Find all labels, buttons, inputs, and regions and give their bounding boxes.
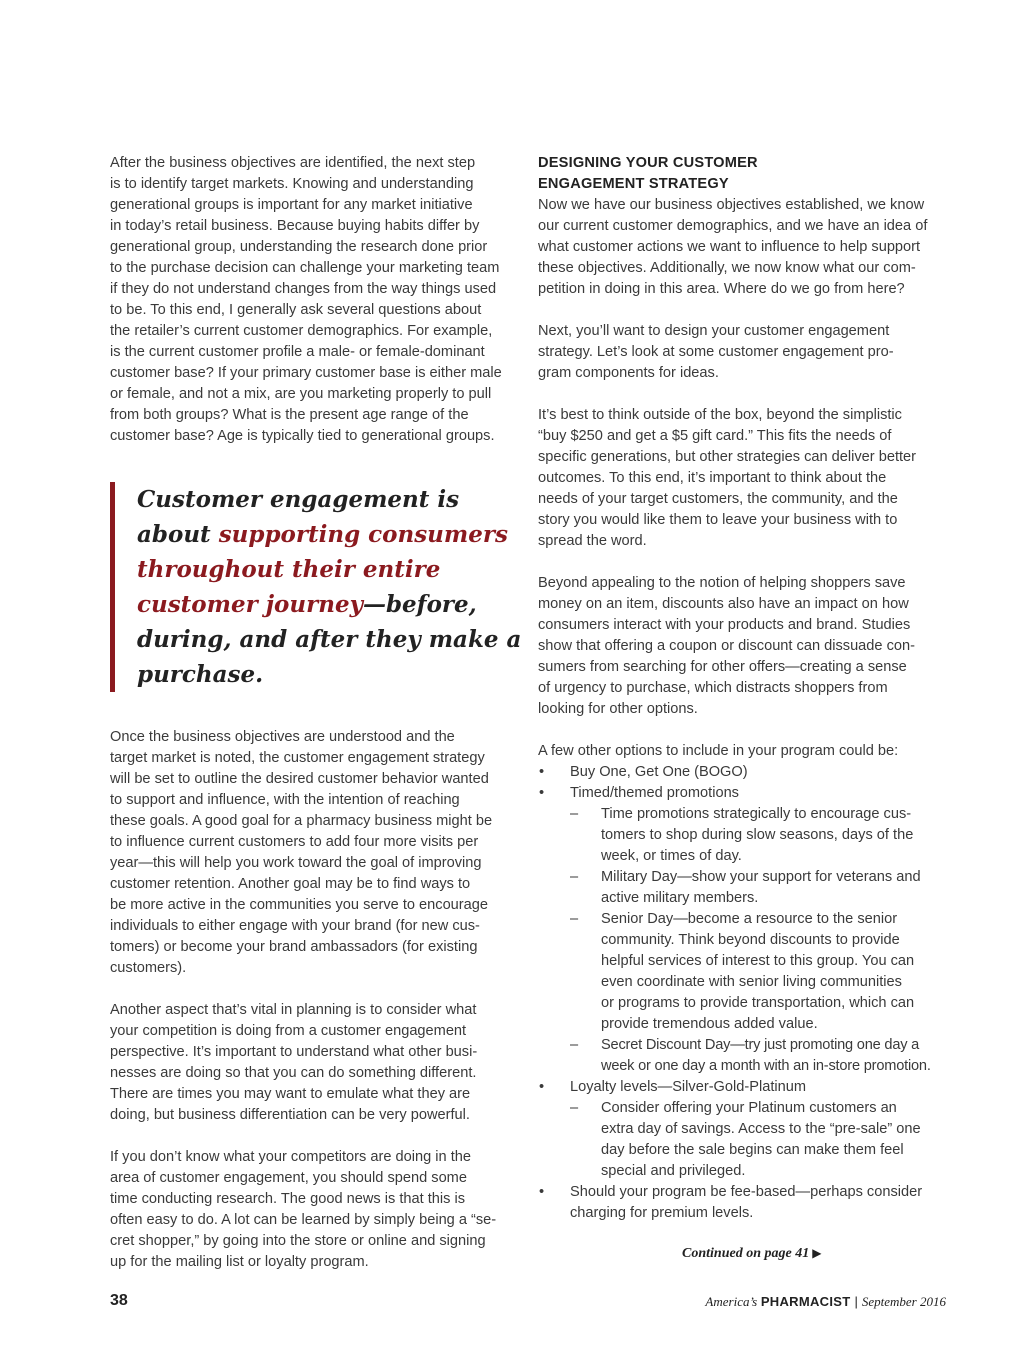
footer-masthead <box>705 1294 946 1310</box>
right-paragraph-4: Beyond appealing to the notion of helping shoppers save money on an item, discounts also have an impact on how consumers interact with your products and brand. Studies show that offering a coupon or discount can dissuade con- sumers from searching for other offers—creating a sense of urgency to purchase, which distracts shoppers from looking for other options. <box>538 575 915 717</box>
sub-list-item: – Time promotions strategically to encourage cus- tomers to shop during slow seasons, days of the week, or times of day. <box>570 804 950 867</box>
list-item <box>538 783 950 1077</box>
left-paragraph-3: Another aspect that’s vital in planning is to consider what your competition is doing from a customer engagement perspective. It’s important to understand what other busi- nesses are doing so that you can do something different. There are times you may want to emulate what they are doing, but business differentiation can be very powerful. <box>110 1002 478 1123</box>
magazine-name-italic: America’s <box>705 1294 758 1309</box>
list-item-label: Loyalty levels—Silver-Gold-Platinum <box>570 1079 807 1095</box>
pull-quote-part-1: Customer engagement is about <box>137 486 460 548</box>
right-paragraph-3: It’s best to think outside of the box, beyond the simplistic “buy $250 and get a $5 gift card.” This fits the needs of specific generations, but other strategies can deliver better outcomes. To this end, it’s important to think about the needs of your target customers, the community, and the story you would like them to leave your business with to spread the word. <box>538 407 917 549</box>
left-paragraph-2: Once the business objectives are understood and the target market is noted, the customer engagement strategy will be set to outline the desired customer behavior wanted to support and influence, with the intention of reaching these goals. A good goal for a pharmacy business might be to influence current customers to add four more visits per year—this will help you work toward the goal of improving customer retention. Another goal may be to find ways to be more active in the communities you serve to encourage individuals to either engage with your brand (for new cus- tomers) or become your brand ambassadors (for existing customers). <box>110 729 493 976</box>
pull-quote-bar <box>110 482 115 692</box>
magazine-name-bold: PHARMACIST <box>760 1294 851 1309</box>
pull-quote-part-2: —before, during, and after they make a purchase. <box>137 591 522 688</box>
left-paragraph-4: If you don’t know what your competitors are doing in the area of customer engagement, you should spend some time conducting research. The good news is that this is often easy to do. A lot can be learned by simply being a “se- cret shopper,” by going into the store or online and signing up for the mailing list or loyalty program. <box>110 1149 497 1270</box>
sub-list <box>570 804 950 1077</box>
right-paragraph-2: Next, you’ll want to design your customer engagement strategy. Let’s look at some customer engagement pro- gram components for ideas. <box>538 323 894 381</box>
list-item: • Should your program be fee-based—perhaps consider charging for premium levels. <box>538 1182 950 1224</box>
continued-link[interactable] <box>682 1246 821 1262</box>
pull-quote-highlight: supporting consumers throughout their entire customer journey <box>137 521 508 618</box>
left-paragraph-1: After the business objectives are identified, the next step is to identify target markets. Knowing and understanding generational groups is important for any market initiative in today’s retail business. Because buying habits differ by generational group, understanding the research done prior to the purchase decision can challenge your marketing team if they do not understand changes from the way things used to be. To this end, I generally ask several questions about the retailer’s current customer demographics. For example, is the current customer profile a male- or female-dominant customer base? If your primary customer base is either male or female, and not a mix, are you marketing properly to pull from both groups? What is the present age range of the customer base? Age is typically tied to generational groups. <box>110 155 502 444</box>
right-triangle-arrow-icon: ▶ <box>812 1246 822 1260</box>
issue-date: September 2016 <box>861 1294 946 1309</box>
left-column <box>110 153 522 1273</box>
sub-list-item: – Secret Discount Day—try just promoting one day a week or one day a month with an in-store promotion. <box>570 1035 950 1077</box>
sub-list <box>570 1098 950 1182</box>
options-list <box>538 762 950 1224</box>
sub-list-item: – Military Day—show your support for veterans and active military members. <box>570 867 950 909</box>
list-item: • Buy One, Get One (BOGO) <box>538 762 950 783</box>
list-intro: A few other options to include in your program could be: <box>538 743 899 759</box>
page-number: 38 <box>110 1292 128 1309</box>
continued-label: Continued on page 41 <box>682 1246 810 1261</box>
list-item-label: Timed/themed promotions <box>570 785 739 801</box>
pull-quote <box>110 482 522 692</box>
right-paragraph-1: Now we have our business objectives established, we know our current customer demographics, and we have an idea of what customer actions we want to influence to help support these objectives. Additionally, we now know what our com- petition in doing in this area. Where do we go from here? <box>538 197 928 297</box>
right-column <box>538 153 950 1224</box>
section-heading: DESIGNING YOUR CUSTOMER ENGAGEMENT STRATEGY <box>538 155 758 192</box>
sub-list-item: – Consider offering your Platinum customers an extra day of savings. Access to the “pre-sale” one day before the sale begins can make them feel special and privileged. <box>570 1098 950 1182</box>
list-item <box>538 1077 950 1182</box>
footer-separator: | <box>854 1294 858 1309</box>
sub-list-item: – Senior Day—become a resource to the senior community. Think beyond discounts to provide helpful services of interest to this group. You can even coordinate with senior living communities or programs to provide transportation, which can provide tremendous added value. <box>570 909 950 1035</box>
pull-quote-text <box>137 482 522 692</box>
